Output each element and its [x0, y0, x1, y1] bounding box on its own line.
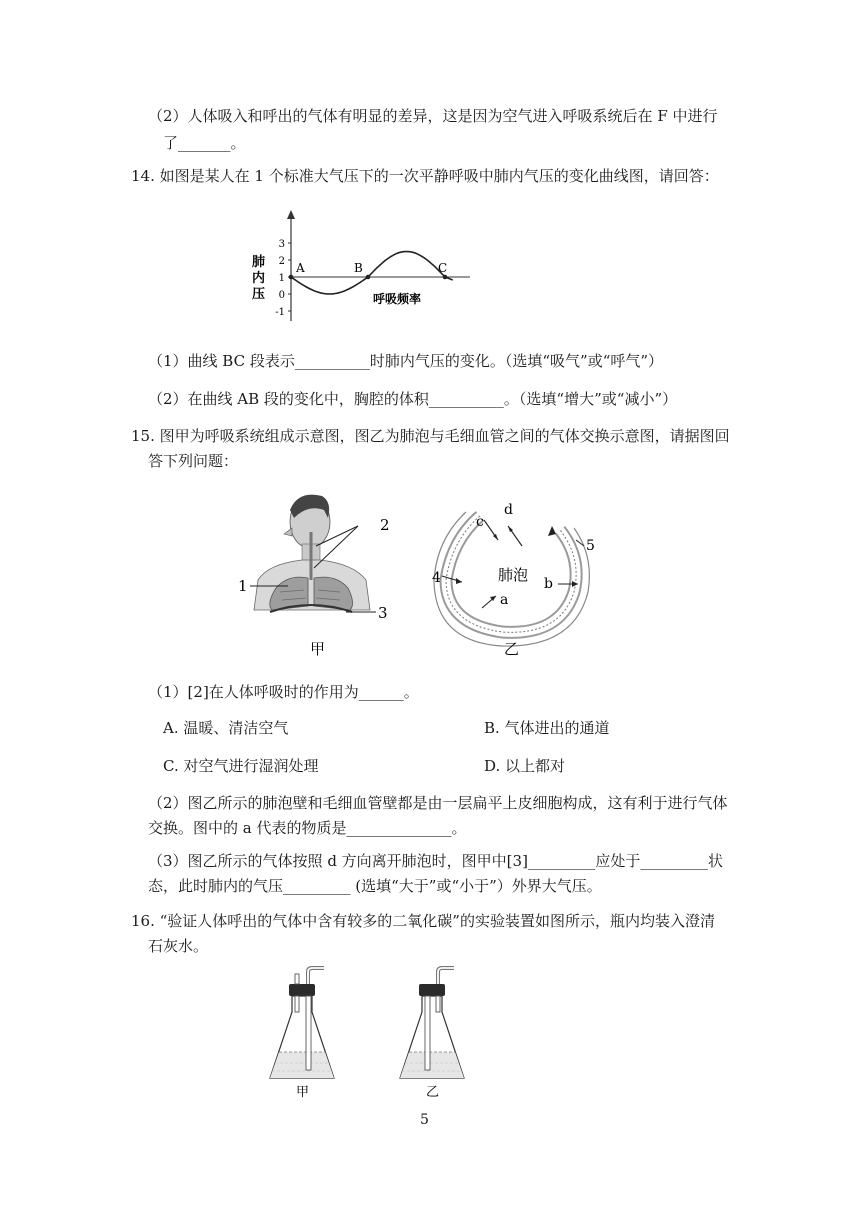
yi-label-4: 4 — [432, 570, 441, 586]
y-tick-label: 3 — [278, 239, 285, 250]
q13-part2-line2: 了_______。 — [163, 134, 246, 152]
jia-caption: 甲 — [310, 640, 326, 658]
y-tick-label: -1 — [275, 307, 285, 318]
q15-part3-line1: （3）图乙所示的气体按照 d 方向离开肺泡时，图甲中[3]_________应处于_________状 — [148, 852, 723, 870]
point-label-A: A — [296, 261, 305, 275]
y-tick-label: 2 — [278, 256, 285, 267]
figure-yi-alveolus — [424, 496, 614, 660]
yi-label-5: 5 — [586, 538, 595, 554]
pressure-curve — [291, 252, 453, 295]
q15-part2-line1: （2）图乙所示的肺泡壁和毛细血管壁都是由一层扁平上皮细胞构成，这有利于进行气体 — [148, 794, 728, 812]
figure-jia-respiratory-system — [228, 488, 408, 660]
q15-option-b: B. 气体进出的通道 — [484, 719, 610, 737]
q15-stem-line2: 答下列问题： — [148, 452, 239, 470]
q13-part2-line1: （2）人体吸入和呼出的气体有明显的差异，这是因为空气进入呼吸系统后在 F 中进行 — [148, 107, 718, 125]
point-C — [443, 275, 448, 280]
lung-pressure-chart — [248, 204, 478, 324]
yi-caption: 乙 — [504, 640, 520, 658]
jia-label-2: 2 — [380, 516, 390, 534]
jia-label-3: 3 — [378, 604, 388, 622]
q15-part1: （1）[2]在人体呼吸时的作用为______。 — [148, 683, 419, 701]
y-axis-arrow — [287, 210, 295, 219]
yi-label-a: a — [500, 592, 509, 608]
q16-stem-line2: 石灰水。 — [148, 937, 209, 955]
flask-yi — [400, 968, 464, 1100]
q14-part2: （2）在曲线 AB 段的变化中，胸腔的体积__________。（选填“增大”或“减小”） — [148, 390, 678, 408]
y-tick-label: 0 — [278, 290, 285, 301]
yi-label-b: b — [544, 576, 553, 592]
point-B — [366, 275, 371, 280]
q14-part1: （1）曲线 BC 段表示__________时肺内气压的变化。（选填“吸气”或“呼气”） — [148, 352, 664, 370]
q15-option-d: D. 以上都对 — [484, 757, 566, 775]
q15-part2-line2: 交换。图中的 a 代表的物质是______________。 — [148, 819, 467, 837]
flask-apparatus-figure — [262, 966, 492, 1100]
x-axis-label: 呼吸频率 — [373, 292, 422, 306]
q15-option-a: A. 温暖、清洁空气 — [163, 719, 289, 737]
point-A — [289, 275, 294, 280]
q15-part3-line2: 态，此时肺内的气压_________ (选填“大于”或“小于”）外界大气压。 — [148, 877, 602, 895]
y-axis-label: 肺 内 压 — [252, 255, 266, 302]
point-label-C: C — [438, 261, 448, 275]
jia-label-1: 1 — [238, 577, 248, 595]
q15-option-c: C. 对空气进行湿润处理 — [163, 757, 319, 775]
q15-stem-line1: 15. 图甲为呼吸系统组成示意图，图乙为肺泡与毛细血管之间的气体交换示意图，请据图回 — [131, 427, 730, 445]
yi-label-c: c — [476, 514, 484, 530]
point-label-B: B — [354, 261, 363, 275]
page-number: 5 — [420, 1112, 429, 1128]
y-tick-label: 1 — [278, 273, 285, 284]
q16-stem-line1: 16. “验证人体呼出的气体中含有较多的二氧化碳”的实验装置如图所示，瓶内均装入澄清 — [131, 912, 715, 930]
flask-label-yi: 乙 — [426, 1085, 440, 1100]
yi-center-label: 肺泡 — [498, 566, 529, 584]
flask-label-jia: 甲 — [296, 1085, 310, 1100]
flask-jia — [270, 968, 334, 1100]
yi-label-d: d — [504, 502, 513, 518]
q14-stem: 14. 如图是某人在 1 个标准大气压下的一次平静呼吸中肺内气压的变化曲线图，请回答： — [131, 167, 719, 185]
